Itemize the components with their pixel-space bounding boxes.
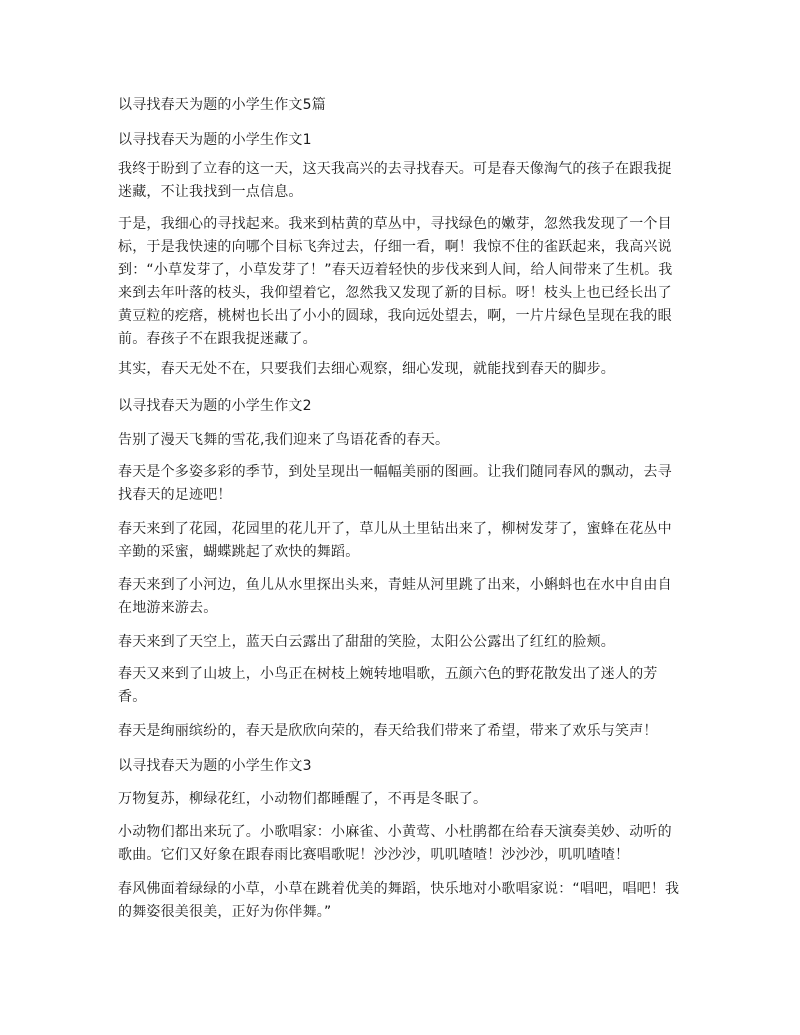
paragraph: 春天是个多姿多彩的季节，到处呈现出一幅幅美丽的图画。让我们随同春风的飘动，去寻找春天的足迹吧！ xyxy=(118,464,672,503)
paragraph: 小动物们都出来玩了。小歌唱家：小麻雀、小黄莺、小杜鹃都在给春天演奏美妙、动听的歌曲。它们又好象在跟春雨比赛唱歌呢！沙沙沙，叽叽喳喳！沙沙沙，叽叽喳喳！ xyxy=(118,824,672,863)
section-heading: 以寻找春天为题的小学生作文2 xyxy=(118,398,312,414)
paragraph: 告别了漫天飞舞的雪花,我们迎来了鸟语花香的春天。 xyxy=(118,432,450,448)
document-title: 以寻找春天为题的小学生作文5篇 xyxy=(118,97,326,113)
section-heading: 以寻找春天为题的小学生作文3 xyxy=(118,758,312,774)
paragraph: 我终于盼到了立春的这一天，这天我高兴的去寻找春天。可是春天像淘气的孩子在跟我捉迷藏，不让我找到一点信息。 xyxy=(118,161,672,200)
paragraph: 春天来到了小河边，鱼儿从水里探出头来，青蛙从河里跳了出来，小蝌蚪也在水中自由自在地游来游去。 xyxy=(118,577,672,616)
paragraph: 万物复苏，柳绿花红，小动物们都睡醒了，不再是冬眠了。 xyxy=(118,791,488,807)
paragraph: 春天来到了天空上，蓝天白云露出了甜甜的笑脸，太阳公公露出了红红的脸颊。 xyxy=(118,634,615,650)
paragraph: 于是，我细心的寻找起来。我来到枯黄的草丛中，寻找绿色的嫩芽，忽然我发现了一个目标，于是我快速的向哪个目标飞奔过去，仔细一看，啊！我惊不住的雀跃起来，我高兴说到：“小草发芽了，小草发芽了！”春天迈着轻快的步伐来到人间，给人间带来了生机。我来到去年叶落的枝头，我仰望着它，忽然我又发现了新的目标。呀！枝头上也已经长出了黄豆粒的疙瘩，桃树也长出了小小的圆球，我向远处望去，啊，一片片绿色呈现在我的眼前。春孩子不在跟我捉迷藏了。 xyxy=(118,216,673,347)
paragraph: 其实，春天无处不在，只要我们去细心观察，细心发现，就能找到春天的脚步。 xyxy=(118,361,615,377)
paragraph: 春天是绚丽缤纷的，春天是欣欣向荣的，春天给我们带来了希望，带来了欢乐与笑声！ xyxy=(118,723,658,739)
section-heading: 以寻找春天为题的小学生作文1 xyxy=(118,132,312,148)
paragraph: 春天又来到了山坡上，小鸟正在树枝上婉转地唱歌，五颜六色的野花散发出了迷人的芳香。 xyxy=(118,666,658,705)
paragraph: 春天来到了花园，花园里的花儿开了，草儿从土里钻出来了，柳树发芽了，蜜蜂在花丛中辛勤的采蜜，蝴蝶跳起了欢快的舞蹈。 xyxy=(118,521,672,560)
paragraph: 春风佛面着绿绿的小草，小草在跳着优美的舞蹈，快乐地对小歌唱家说：“唱吧，唱吧！我的舞姿很美很美，正好为你伴舞。” xyxy=(118,881,680,920)
